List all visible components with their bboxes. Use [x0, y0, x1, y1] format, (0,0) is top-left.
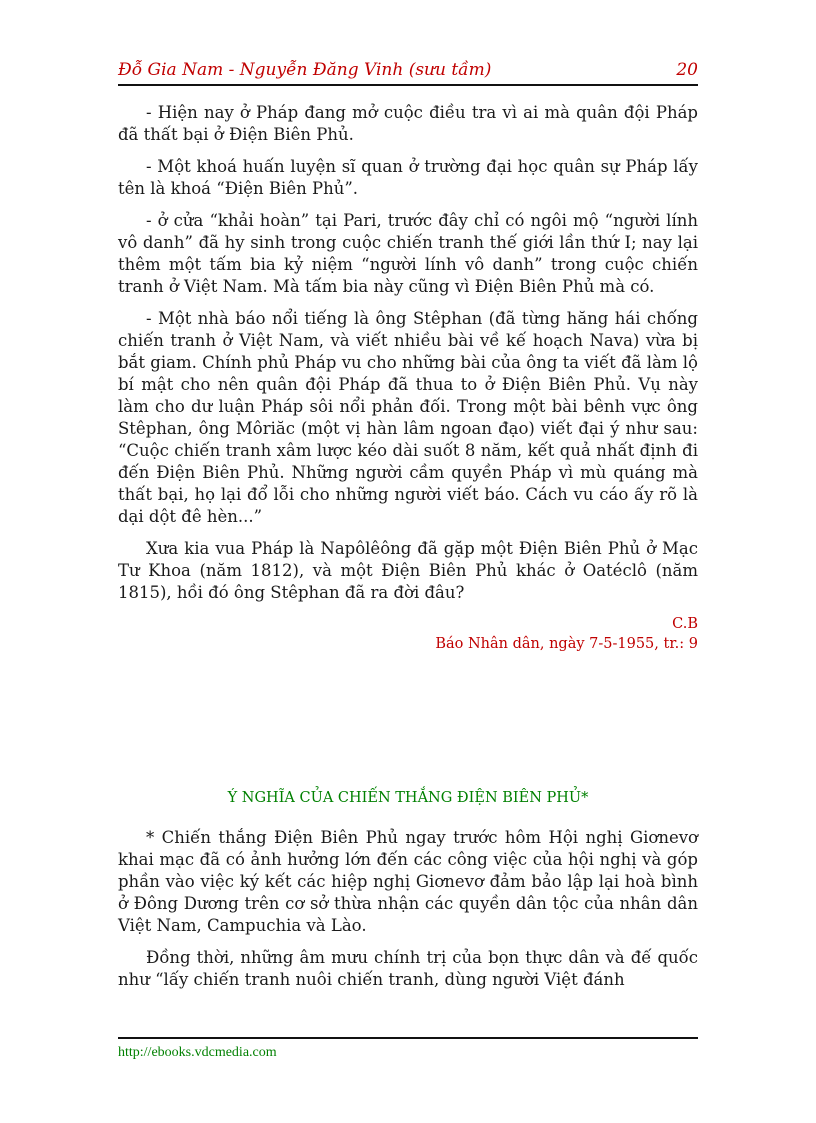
paragraph: - Hiện nay ở Pháp đang mở cuộc điều tra vì ai mà quân đội Pháp đã thất bại ở Điện Biên Phủ. [118, 103, 698, 144]
main-content [118, 102, 698, 654]
page-number: 20 [676, 60, 698, 80]
signature-initials: C.B [672, 616, 698, 632]
paragraph: * Chiến thắng Điện Biên Phủ ngay trước hôm Hội nghị Giơnevơ khai mạc đã có ảnh hưởng lớn đến các công việc của hội nghị và góp phần vào việc ký kết các hiệp nghị Giơnevơ đảm bảo lập lại hoà bình ở Đông Dương trên cơ sở thừa nhận các quyền dân tộc của nhân dân Việt Nam, Campuchia và Lào. [118, 828, 698, 935]
footer-url[interactable]: http://ebooks.vdcmedia.com [118, 1045, 277, 1060]
paragraph: - Một khoá huấn luyện sĩ quan ở trường đại học quân sự Pháp lấy tên là khoá “Điện Biên Phủ”. [118, 157, 698, 198]
section-content [118, 827, 698, 1001]
paragraph: Đồng thời, những âm mưu chính trị của bọn thực dân và đế quốc như “lấy chiến tranh nuôi chiến tranh, dùng người Việt đánh [118, 948, 698, 989]
page-header [118, 58, 698, 86]
page-footer [118, 1037, 698, 1060]
paragraph: Xưa kia vua Pháp là Napôlêông đã gặp một Điện Biên Phủ ở Mạc Tư Khoa (năm 1812), và một Điện Biên Phủ khác ở Oatéclô (năm 1815), hồi đó ông Stêphan đã ra đời đâu? [118, 539, 698, 602]
paragraph: - ở cửa “khải hoàn” tại Pari, trước đây chỉ có ngôi mộ “người lính vô danh” đã hy sinh trong cuộc chiến tranh thế giới lần thứ I; nay lại thêm một tấm bia kỷ niệm “người lính vô danh” trong cuộc chiến tranh ở Việt Nam. Mà tấm bia này cũng vì Điện Biên Phủ mà có. [118, 211, 698, 296]
section-title: Ý NGHĨA CỦA CHIẾN THẮNG ĐIỆN BIÊN PHỦ* [227, 790, 589, 806]
header-title: Đỗ Gia Nam - Nguyễn Đăng Vinh (sưu tầm) [118, 60, 492, 80]
paragraph: - Một nhà báo nổi tiếng là ông Stêphan (đã từng hăng hái chống chiến tranh ở Việt Nam, và viết nhiều bài về kế hoạch Nava) vừa bị bắt giam. Chính phủ Pháp vu cho những bài của ông ta viết đã làm lộ bí mật cho nên quân đội Pháp đã thua to ở Điện Biên Phủ. Vụ này làm cho dư luận Pháp sôi nổi phản đối. Trong một bài bênh vực ông Stêphan, ông Môriăc (một vị hàn lâm ngoan đạo) viết đại ý như sau: “Cuộc chiến tranh xâm lược kéo dài suốt 8 năm, kết quả nhất định đi đến Điện Biên Phủ. Những người cầm quyền Pháp vì mù quáng mà thất bại, họ lại đổ lỗi cho những người viết báo. Cách vu cáo ấy rõ là dại dột đê hèn...” [118, 309, 698, 526]
signature-source: Báo Nhân dân, ngày 7-5-1955, tr.: 9 [435, 636, 698, 652]
